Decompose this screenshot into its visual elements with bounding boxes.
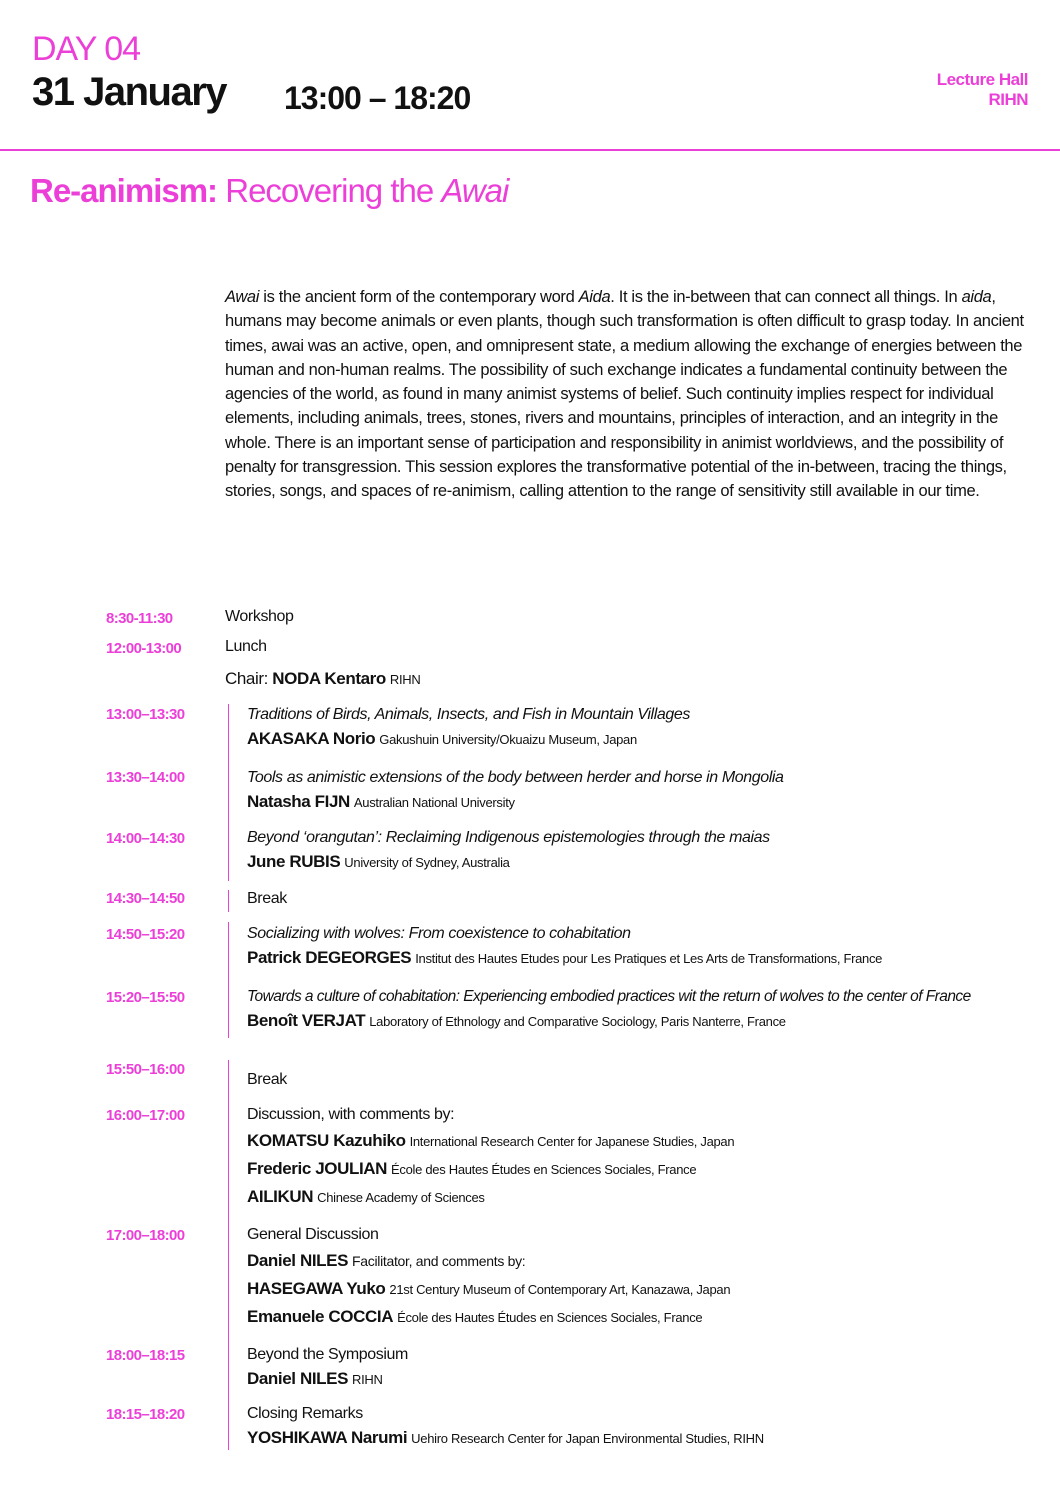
chair-affiliation: RIHN xyxy=(389,672,421,687)
schedule-time: 13:30–14:00 xyxy=(106,769,185,786)
speaker-affiliation: Uehiro Research Center for Japan Environmental Studies, RIHN xyxy=(411,1431,764,1446)
schedule-time: 12:00-13:00 xyxy=(106,640,182,657)
event-time-range: 13:00 – 18:20 xyxy=(284,80,471,116)
chair-label: Chair: xyxy=(225,669,273,688)
discussant-affiliation: 21st Century Museum of Contemporary Art, Kanazawa, Japan xyxy=(389,1282,731,1297)
break-item xyxy=(247,1068,287,1092)
discussant-affiliation: International Research Center for Japanese Studies, Japan xyxy=(409,1134,735,1149)
discussion xyxy=(247,1223,730,1331)
speaker-name: Daniel NILES xyxy=(247,1369,349,1388)
session-title xyxy=(30,172,508,210)
talk xyxy=(247,766,784,814)
discussion-label: Discussion, with comments by: xyxy=(247,1106,455,1123)
term-aida-lower: aida xyxy=(961,288,992,306)
day-label: DAY 04 xyxy=(32,30,141,68)
closing-item xyxy=(247,1343,408,1391)
session-title-main: Recovering the xyxy=(217,172,442,209)
discussant-affiliation: Chinese Academy of Sciences xyxy=(317,1190,485,1205)
talk xyxy=(247,703,690,751)
talk-title: Socializing with wolves: From coexistence to cohabitation xyxy=(247,925,631,942)
event-date: 31 January xyxy=(32,70,227,114)
schedule-item-lunch: Lunch xyxy=(225,638,267,655)
description-text: , humans may become animals or even plants, though such transformation is often difficult to grasp today. In ancient times, awai was an active, open, and omnipresent state, a medium allowing the exchange of energies between the human and non-human realms. The possibility of such exchange indicates a fundamental continuity between the agencies of the world, as found in many animist systems of belief. Such continuity implies respect for individual elements, including animals, trees, stones, rivers and mountains, principles of interaction, and an integrity in the whole. There is an important sense of participation and responsibility in animist worldviews, and the possibility of penalty for transgression. This session explores the transformative potential of the in-between, tracing the things, stories, songs, and spaces of re-animism, calling attention to the range of sensitivity still available in our time. xyxy=(225,288,1024,501)
discussant-name: Emanuele COCCIA xyxy=(247,1307,394,1326)
discussant-name: Frederic JOULIAN xyxy=(247,1159,388,1178)
chair xyxy=(225,669,420,689)
schedule-item-workshop: Workshop xyxy=(225,608,294,625)
talk xyxy=(247,985,971,1033)
speaker-name: Benoît VERJAT xyxy=(247,1011,366,1030)
session-title-italic: Awai xyxy=(441,172,509,209)
session-title-bold: Re-animism: xyxy=(30,172,218,209)
facilitator-note: Facilitator, and comments by: xyxy=(352,1253,526,1269)
discussant-name: KOMATSU Kazuhiko xyxy=(247,1131,406,1150)
venue-institute: RIHN xyxy=(988,90,1028,109)
schedule-rule xyxy=(228,922,229,1038)
talk xyxy=(247,826,770,874)
schedule-rule xyxy=(228,890,229,912)
discussion xyxy=(247,1103,734,1211)
closing-item xyxy=(247,1402,764,1450)
schedule-time: 15:20–15:50 xyxy=(106,989,185,1006)
item-label: Closing Remarks xyxy=(247,1405,363,1422)
talk-title: Tools as animistic extensions of the body between herder and horse in Mongolia xyxy=(247,769,784,786)
discussant-name: AILIKUN xyxy=(247,1187,314,1206)
speaker-name: YOSHIKAWA Narumi xyxy=(247,1428,408,1447)
discussant-name: HASEGAWA Yuko xyxy=(247,1279,386,1298)
schedule-time: 14:30–14:50 xyxy=(106,890,185,907)
discussant-affiliation: École des Hautes Études en Sciences Sociales, France xyxy=(391,1162,697,1177)
break-label: Break xyxy=(247,890,287,907)
speaker-affiliation: Institut des Hautes Etudes pour Les Pratiques et Les Arts de Transformations, France xyxy=(415,951,883,966)
schedule-time: 14:00–14:30 xyxy=(106,830,185,847)
discussant-affiliation: École des Hautes Études en Sciences Sociales, France xyxy=(397,1310,703,1325)
schedule-time: 18:00–18:15 xyxy=(106,1347,185,1364)
speaker-affiliation: RIHN xyxy=(352,1372,383,1387)
schedule-time: 15:50–16:00 xyxy=(106,1061,185,1078)
talk-title: Beyond ‘orangutan’: Reclaiming Indigenous epistemologies through the maias xyxy=(247,829,770,846)
speaker-name: AKASAKA Norio xyxy=(247,729,376,748)
talk xyxy=(247,922,882,970)
speaker-affiliation: University of Sydney, Australia xyxy=(344,855,510,870)
header-divider xyxy=(0,149,1060,151)
description-text: . It is the in-between that can connect all things. In xyxy=(610,288,962,306)
chair-name: NODA Kentaro xyxy=(272,669,386,688)
speaker-affiliation: Gakushuin University/Okuaizu Museum, Japan xyxy=(379,732,637,747)
session-description xyxy=(225,285,1030,504)
term-aida: Aida xyxy=(578,288,611,306)
description-text: is the ancient form of the contemporary word xyxy=(259,288,579,306)
talk-title: Traditions of Birds, Animals, Insects, and Fish in Mountain Villages xyxy=(247,706,690,723)
schedule-rule xyxy=(228,704,229,881)
venue xyxy=(937,70,1028,110)
schedule-rule xyxy=(228,1060,229,1450)
break-item xyxy=(247,887,287,911)
schedule-time: 14:50–15:20 xyxy=(106,926,185,943)
speaker-name: Patrick DEGEORGES xyxy=(247,948,412,967)
talk-title: Towards a culture of cohabitation: Experiencing embodied practices wit the return of wolves to the center of France xyxy=(247,988,971,1005)
facilitator-name: Daniel NILES xyxy=(247,1251,349,1270)
speaker-name: June RUBIS xyxy=(247,852,341,871)
venue-hall: Lecture Hall xyxy=(936,70,1028,89)
item-label: Beyond the Symposium xyxy=(247,1346,408,1363)
schedule-time: 17:00–18:00 xyxy=(106,1227,185,1244)
schedule-time: 16:00–17:00 xyxy=(106,1107,185,1124)
schedule-time: 13:00–13:30 xyxy=(106,706,185,723)
speaker-name: Natasha FIJN xyxy=(247,792,350,811)
speaker-affiliation: Australian National University xyxy=(353,795,515,810)
break-label: Break xyxy=(247,1071,287,1088)
speaker-affiliation: Laboratory of Ethnology and Comparative Sociology, Paris Nanterre, France xyxy=(369,1014,786,1029)
schedule-time: 8:30-11:30 xyxy=(106,610,173,627)
schedule-time: 18:15–18:20 xyxy=(106,1406,185,1423)
term-awai: Awai xyxy=(225,288,260,306)
discussion-label: General Discussion xyxy=(247,1226,379,1243)
